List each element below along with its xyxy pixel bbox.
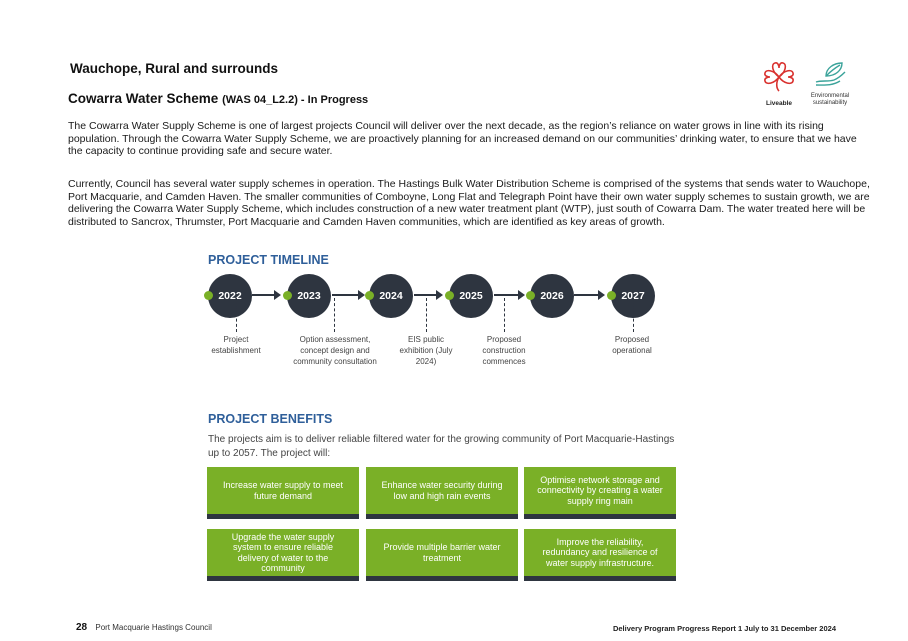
timeline-arrow <box>574 294 600 296</box>
milestone-label: Proposed operational <box>612 335 652 355</box>
milestone-connector <box>334 298 335 332</box>
benefits-intro: The projects aim is to deliver reliable filtered water for the growing community of Port Macquarie-Hastings up to 2057. The project will: <box>208 434 675 459</box>
clover-heart-icon <box>762 60 796 94</box>
page-number: 28 <box>76 622 88 633</box>
year-circle: 2024 <box>369 274 413 318</box>
timeline-arrow <box>494 294 520 296</box>
milestone-label: Option assessment, concept design and community consultation <box>293 335 377 366</box>
milestone-connector <box>426 298 427 332</box>
year-circle: 2026 <box>530 274 574 318</box>
project-timeline <box>200 274 680 386</box>
hand-leaf-icon <box>812 60 848 88</box>
project-name: Cowarra Water Scheme <box>68 91 219 106</box>
year-circle: 2022 <box>208 274 252 318</box>
project-code: (WAS 04_L2.2) - In Progress <box>222 94 369 106</box>
benefit-box: Provide multiple barrier water treatment <box>366 529 518 581</box>
timeline-dot <box>607 291 616 300</box>
liveable-label: Liveable <box>765 100 792 107</box>
organisation-name: Port Macquarie Hastings Council <box>95 623 212 632</box>
environmental-theme <box>802 60 858 107</box>
timeline-dot <box>445 291 454 300</box>
benefit-box: Upgrade the water supply system to ensure reliable delivery of water to the community <box>207 529 359 581</box>
milestone-label: EIS public exhibition (July 2024) <box>399 335 453 366</box>
benefit-box: Enhance water security during low and high rain events <box>366 467 518 519</box>
timeline-title: PROJECT TIMELINE <box>208 253 329 267</box>
year-circle: 2027 <box>611 274 655 318</box>
milestone-connector <box>504 298 505 332</box>
timeline-dot <box>204 291 213 300</box>
timeline-arrow <box>252 294 276 296</box>
liveable-theme <box>758 60 800 107</box>
benefit-box: Improve the reliability, redundancy and resilience of water supply infrastructure. <box>524 529 676 581</box>
environmental-label-2: sustainability <box>812 100 848 106</box>
report-title: Delivery Program Progress Report 1 July to 31 December 2024 <box>612 624 836 633</box>
milestone-label: Proposed construction commences <box>482 335 526 366</box>
milestone-connector <box>633 298 634 332</box>
project-title <box>68 91 368 106</box>
intro-paragraph: The Cowarra Water Supply Scheme is one of largest projects Council will deliver over the next decade, as the region’s reliance on water grows in line with its rising population. Through the Cowarra Water Supply Scheme, we are proactively planning for an increased demand on our communities’ drinking water, to ensure that we have the capacity to continue providing safe and secure water. <box>68 120 857 157</box>
timeline-dot <box>365 291 374 300</box>
year-circle: 2025 <box>449 274 493 318</box>
benefits-title: PROJECT BENEFITS <box>208 412 333 426</box>
timeline-arrow <box>414 294 438 296</box>
benefits-grid <box>207 467 676 587</box>
timeline-arrow <box>332 294 360 296</box>
milestone-connector <box>236 298 237 332</box>
theme-icons <box>758 60 858 112</box>
environmental-label-1: Environmental <box>810 93 850 99</box>
benefit-box: Optimise network storage and connectivity by creating a water supply ring main <box>524 467 676 519</box>
milestone-label: Project establishment <box>211 335 261 355</box>
section-title: Wauchope, Rural and surrounds <box>70 61 279 76</box>
schemes-paragraph: Currently, Council has several water supply schemes in operation. The Hastings Bulk Water Distribution Scheme is comprised of the systems that sends water to Wauchope, Port Macquarie, and Camden Haven. The smaller communities of Comboyne, Long Flat and Telegraph Point have their own water supply schemes to sustain growth, we are delivering the Cowarra Water Supply Scheme, which includes construction of a new water treatment plant (WTP), just south of Cowarra Dam. The water treated here will be distributed to Sancrox, Thrumster, Port Macquarie and Camden Haven communities, which are identified as key areas of growth. <box>68 178 870 228</box>
timeline-dot <box>283 291 292 300</box>
footer-left <box>76 622 212 633</box>
timeline-dot <box>526 291 535 300</box>
year-circle: 2023 <box>287 274 331 318</box>
benefit-box: Increase water supply to meet future demand <box>207 467 359 519</box>
